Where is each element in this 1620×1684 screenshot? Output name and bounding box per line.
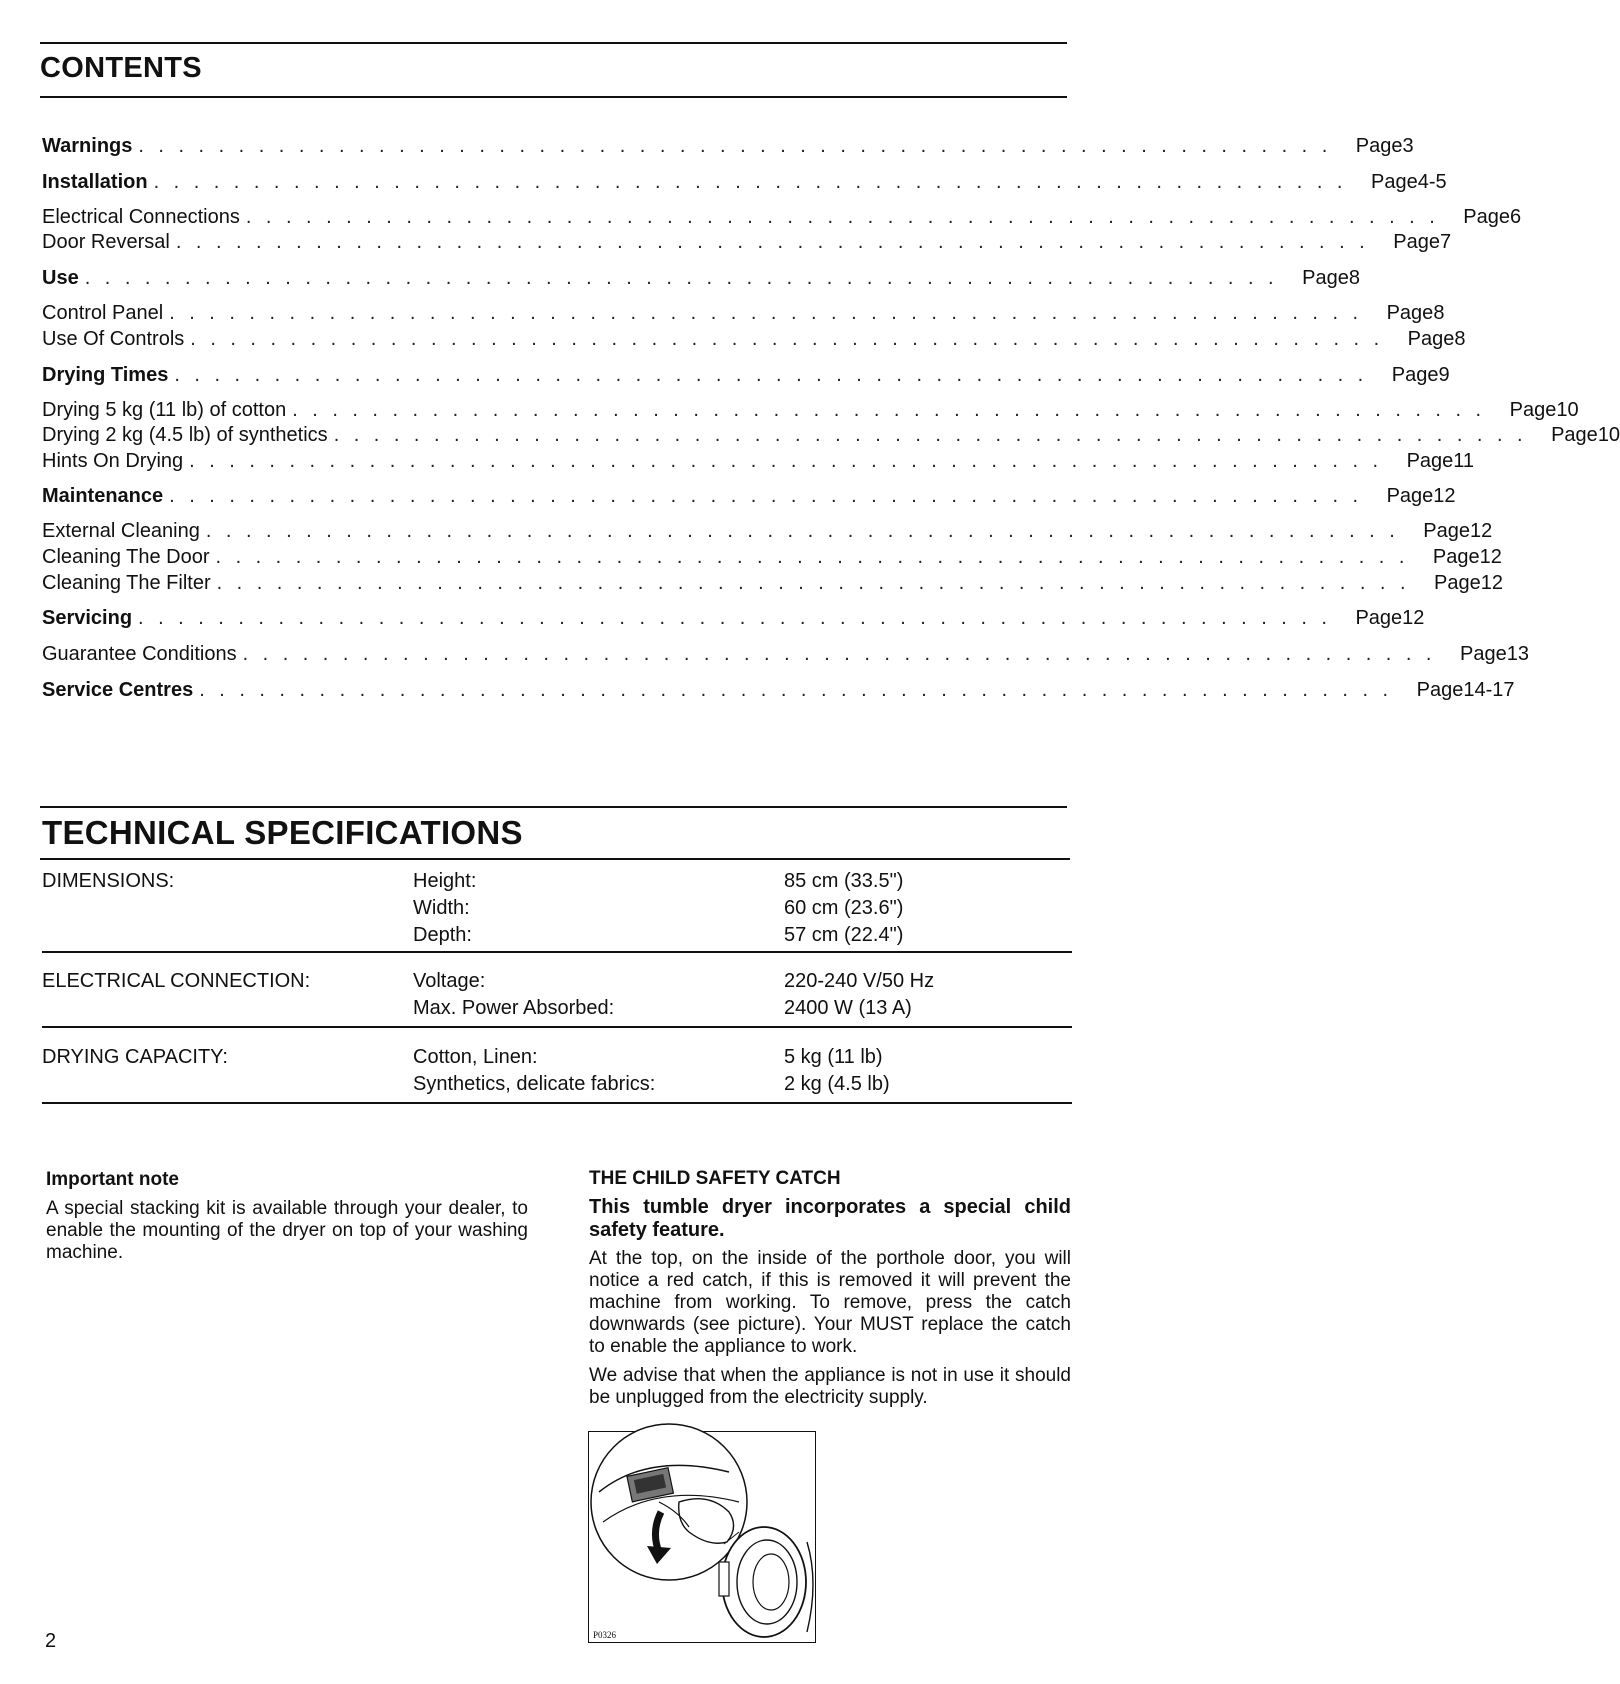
contents-entry [42,605,1425,631]
contents-entry-page-number: 10 [1556,399,1579,421]
spec-label: Cotton, Linen: [413,1046,538,1068]
dot-leader: ............................................................ [216,572,1421,594]
contents-entry-page-word: Page [1391,364,1439,386]
contents-entry-page-word: Page [1509,399,1557,421]
contents-entry-title: Use [42,267,79,289]
contents-heading: CONTENTS [40,52,202,84]
spec-label: Synthetics, delicate fabrics: [413,1073,656,1095]
contents-entry-page-number: 6 [1510,206,1522,228]
contents-entry [42,204,1522,230]
contents-entry-page-number: 4-5 [1417,171,1447,193]
contents-entry [42,677,1515,703]
contents-entry-page-number: 11 [1453,450,1475,472]
spec-label: Width: [413,897,470,919]
contents-entry-title: Door Reversal [42,231,170,253]
spec-labels [413,868,476,949]
contents-entry-title: Electrical Connections [42,206,240,228]
contents-entry-page-number: 8 [1433,302,1445,324]
dot-leader: ............................................................ [205,520,1410,542]
specs-top-rule [40,806,1067,808]
contents-entry-page-word: Page [1386,302,1434,324]
contents-entry-page-word: Page [1432,546,1480,568]
contents-entry [42,362,1450,388]
contents-entry-title: Drying Times [42,364,169,386]
contents-entry [42,483,1456,509]
contents-entry-page-number: 12 [1433,485,1456,507]
dot-leader: ............................................................ [174,364,1378,386]
contents-entry-page-word: Page [1302,267,1349,289]
figure-code-label: P0326 [593,1630,617,1640]
contents-entry [42,265,1360,291]
contents-entry-title: Drying 2 kg (4.5 lb) of synthetics [42,424,328,446]
spec-labels [413,1044,655,1098]
contents-entry-page-word: Page [1393,231,1440,253]
page-number: 2 [45,1630,57,1652]
contents-entry-title: Guarantee Conditions [42,643,237,665]
contents-entry-title: Cleaning The Door [42,546,210,568]
dot-leader: ............................................................ [175,231,1380,253]
contents-entry-page-word: Page [1406,450,1454,472]
contents-entry [42,133,1414,159]
contents-entry-page-number: 10 [1597,424,1620,446]
spec-value: 2400 W (13 A) [784,997,912,1019]
spec-label: Height: [413,870,477,892]
contents-entry-title: Drying 5 kg (11 lb) of cotton [42,399,287,421]
contents-entry [42,570,1503,596]
dot-leader: ............................................................ [292,399,1496,421]
spec-values [784,968,934,1022]
spec-value: 60 cm (23.6") [784,897,904,919]
spec-category: DIMENSIONS: [42,870,175,892]
dot-leader: ............................................................ [153,171,1357,193]
contents-entry [42,300,1445,326]
spec-labels [413,968,614,1022]
contents-entry-title: Maintenance [42,485,164,507]
contents-entry-page-word: Page [1370,171,1418,193]
contents-entry [42,448,1475,474]
contents-entry-page-word: Page [1416,679,1464,701]
important-note-text: A special stacking kit is available through your dealer, to enable the mounting of the dryer on top of your washing machine. [46,1198,528,1263]
dot-leader: ............................................................ [138,135,1342,157]
contents-entry-page-word: Page [1423,520,1470,542]
contents-entry-page-word: Page [1355,607,1403,629]
contents-entry-title: External Cleaning [42,520,200,542]
dot-leader: ............................................................ [138,607,1342,629]
child-safety-heading: THE CHILD SAFETY CATCH [589,1168,841,1189]
child-safety-paragraph-1: At the top, on the inside of the porthole door, you will notice a red catch, if this is removed it will prevent the machine from working. To remove, press the catch downwards (see picture). Your MUST replace the catch to enable the appliance to work. [589,1248,1071,1357]
dot-leader: ............................................................ [242,643,1446,665]
spec-label: Voltage: [413,970,486,992]
contents-top-rule [40,42,1067,44]
contents-entry-title: Servicing [42,607,133,629]
contents-entry [42,518,1493,544]
contents-entry-title: Hints On Drying [42,450,184,472]
spec-category: DRYING CAPACITY: [42,1046,228,1068]
spec-divider [42,1102,1072,1104]
dot-leader: ............................................................ [189,450,1393,472]
dot-leader: ............................................................ [199,679,1403,701]
contents-entry-page-number: 12 [1402,607,1425,629]
important-note-heading: Important note [46,1169,179,1190]
spec-values [784,1044,890,1098]
contents-entry-page-number: 12 [1479,546,1502,568]
contents-entry-page-number: 3 [1402,135,1414,157]
contents-entry-title: Cleaning The Filter [42,572,211,594]
contents-entry-page-number: 8 [1454,328,1466,350]
contents-entry-page-number: 14-17 [1463,679,1515,701]
contents-entry-page-number: 13 [1506,643,1529,665]
spec-divider [42,1026,1072,1028]
contents-entry-title: Installation [42,171,148,193]
contents-entry [42,169,1447,195]
dot-leader: ............................................................ [245,206,1450,228]
contents-entry-page-word: Page [1355,135,1403,157]
contents-entry [42,229,1452,255]
contents-entry-page-number: 7 [1439,231,1452,253]
dot-leader: ............................................................ [169,485,1373,507]
dot-leader: ............................................................ [215,546,1419,568]
child-safety-paragraph-2: We advise that when the appliance is not in use it should be unplugged from the electricity supply. [589,1365,1071,1408]
dot-leader: ............................................................ [190,328,1394,350]
contents-entry-page-word: Page [1407,328,1455,350]
specs-heading: TECHNICAL SPECIFICATIONS [42,814,523,851]
child-safety-lead: This tumble dryer incorporates a special child safety feature. [589,1196,1071,1241]
spec-value: 2 kg (4.5 lb) [784,1073,890,1095]
child-safety-catch-illustration [588,1431,816,1643]
contents-entry-title: Warnings [42,135,133,157]
spec-values [784,868,903,949]
specs-heading-rule [40,858,1070,860]
contents-entry [42,422,1620,448]
contents-entry-page-number: 12 [1480,572,1503,594]
contents-bottom-rule [40,96,1067,98]
contents-entry [42,397,1579,423]
spec-value: 57 cm (22.4") [784,924,904,946]
dot-leader: ............................................................ [84,267,1289,289]
spec-value: 5 kg (11 lb) [784,1046,883,1068]
contents-entry-title: Control Panel [42,302,164,324]
dot-leader: ............................................................ [169,302,1373,324]
spec-divider [42,951,1072,953]
spec-label: Max. Power Absorbed: [413,997,615,1019]
spec-value: 220-240 V/50 Hz [784,970,935,992]
contents-entry-title: Service Centres [42,679,194,701]
spec-category: ELECTRICAL CONNECTION: [42,970,311,992]
contents-entry-page-word: Page [1459,643,1507,665]
contents-entry-page-number: 8 [1348,267,1360,289]
contents-entry-page-word: Page [1434,572,1481,594]
contents-entry-page-word: Page [1386,485,1434,507]
spec-value: 85 cm (33.5") [784,870,904,892]
contents-entry [42,326,1466,352]
contents-entry-page-number: 12 [1470,520,1493,542]
spec-label: Depth: [413,924,472,946]
dot-leader: ............................................................ [333,424,1538,446]
contents-entry-page-number: 9 [1438,364,1450,386]
contents-entry [42,544,1502,570]
contents-entry-page-word: Page [1551,424,1598,446]
contents-entry-page-word: Page [1463,206,1510,228]
contents-entry-title: Use Of Controls [42,328,185,350]
contents-entry [42,641,1529,667]
dryer-door-catch-drawing [589,1432,817,1644]
